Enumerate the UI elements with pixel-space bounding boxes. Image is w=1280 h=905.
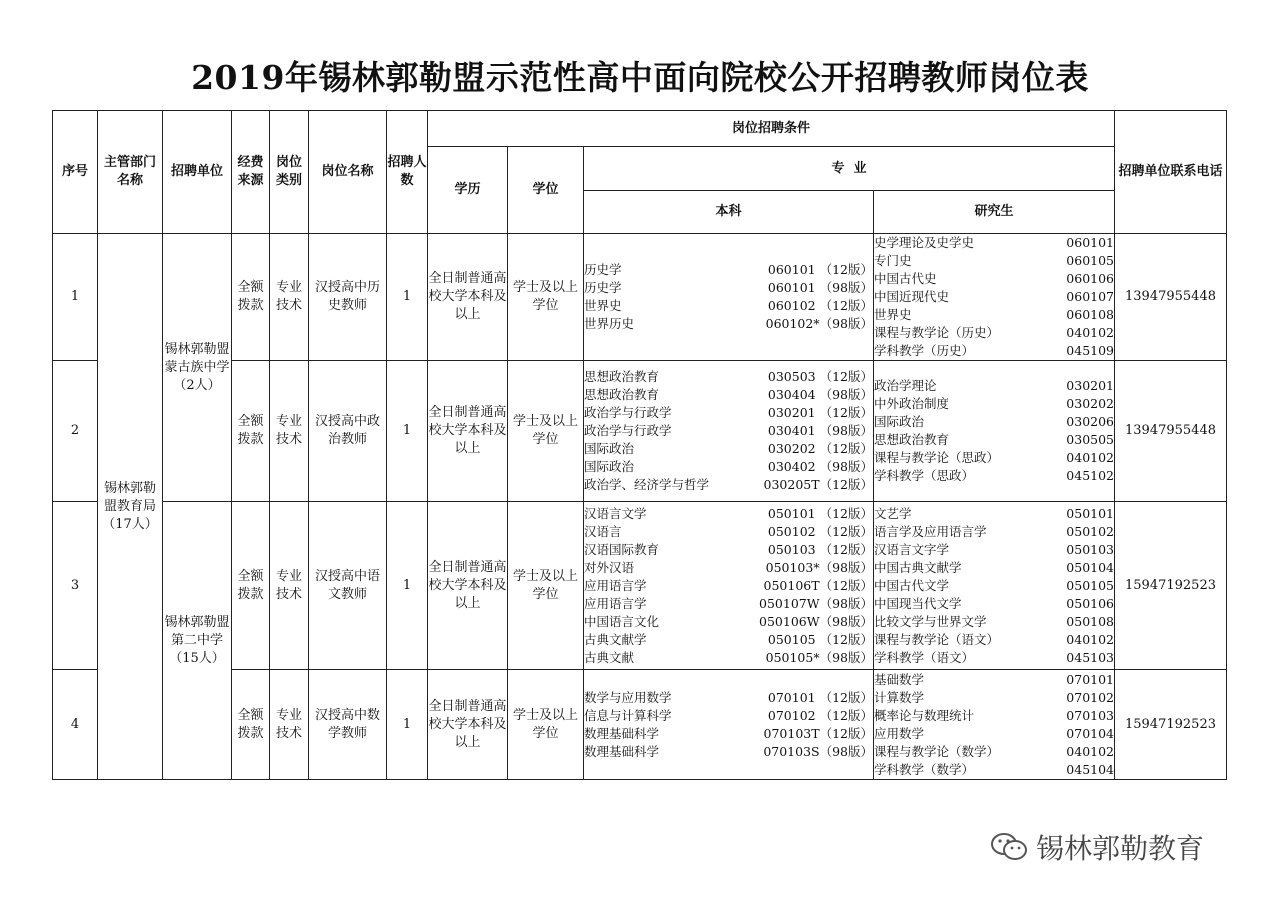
major-code: 050108 <box>1066 613 1115 629</box>
table-row <box>53 502 1227 670</box>
seq-cell: 4 <box>53 670 98 780</box>
major-name: 课程与教学论（历史） <box>874 325 1000 340</box>
major-item <box>874 505 1114 523</box>
major-name: 汉语国际教育 <box>584 541 660 557</box>
major-code: 070103 <box>1066 707 1115 723</box>
major-code: 060105 <box>1066 253 1115 268</box>
major-item <box>584 404 873 422</box>
major-name: 信息与计算科学 <box>584 707 672 723</box>
category-cell: 专业技术 <box>270 670 309 780</box>
major-code: 050106T（12版） <box>763 577 873 593</box>
major-name: 政治学与行政学 <box>584 423 672 438</box>
major-code: 050104 <box>1066 559 1115 575</box>
major-name: 中国古代史 <box>874 271 937 286</box>
major-name: 比较文学与世界文学 <box>874 613 987 629</box>
header-conditions: 岗位招聘条件 <box>428 111 1115 147</box>
education-cell: 全日制普通高校大学本科及以上 <box>428 670 508 780</box>
post-cell: 汉授高中数学教师 <box>309 670 387 780</box>
major-name: 应用语言学 <box>584 595 647 611</box>
header-undergrad: 本科 <box>584 191 874 234</box>
major-code: 030402 （98版） <box>767 459 873 474</box>
major-code: 060102*（98版） <box>765 316 873 331</box>
degree-cell: 学士及以上学位 <box>508 234 584 361</box>
major-name: 语言学及应用语言学 <box>874 523 987 539</box>
major-name: 思想政治教育 <box>584 369 660 384</box>
major-name: 汉语言 <box>584 523 622 539</box>
major-name: 国际政治 <box>584 459 635 474</box>
major-item <box>874 631 1114 649</box>
major-name: 古典文献学 <box>584 631 647 647</box>
major-name: 中外政治制度 <box>874 396 950 411</box>
major-name: 历史学 <box>584 262 622 277</box>
major-item <box>874 377 1114 395</box>
major-code: 060101 <box>1066 235 1115 250</box>
major-item <box>584 631 873 649</box>
major-name: 课程与教学论（思政） <box>874 450 1000 465</box>
fund-cell: 全额拨款 <box>232 670 270 780</box>
postgrad-majors <box>874 502 1115 670</box>
count-cell: 1 <box>387 234 428 361</box>
major-name: 课程与教学论（语文） <box>874 631 1000 647</box>
major-name: 汉语言文学 <box>584 505 647 521</box>
major-code: 030505 <box>1066 432 1115 447</box>
major-code: 050102 <box>1066 523 1115 539</box>
seq-cell: 2 <box>53 361 98 502</box>
header-major: 专 业 <box>584 147 1115 191</box>
major-name: 课程与教学论（数学） <box>874 743 1000 759</box>
post-cell: 汉授高中语文教师 <box>309 502 387 670</box>
major-item <box>874 541 1114 559</box>
phone-cell: 15947192523 <box>1115 670 1227 780</box>
major-name: 历史学 <box>584 280 622 295</box>
fund-cell: 全额拨款 <box>232 502 270 670</box>
recruitment-table <box>52 110 1227 780</box>
major-code: 030503 （12版） <box>767 369 873 384</box>
major-code: 050101 <box>1066 505 1115 521</box>
major-item <box>874 270 1114 288</box>
phone-cell: 13947955448 <box>1115 234 1227 361</box>
major-item <box>874 306 1114 324</box>
major-code: 045102 <box>1066 468 1115 483</box>
major-name: 中国古典文献学 <box>874 559 962 575</box>
major-item <box>584 261 873 279</box>
category-cell: 专业技术 <box>270 502 309 670</box>
major-code: 070102 <box>1066 689 1115 705</box>
header-post: 岗位名称 <box>309 111 387 234</box>
major-code: 050105 （12版） <box>767 631 873 647</box>
major-name: 世界史 <box>584 298 622 313</box>
major-name: 中国语言文化 <box>584 613 660 629</box>
major-item <box>584 523 873 541</box>
major-item <box>874 613 1114 631</box>
major-item <box>584 297 873 315</box>
header-count: 招聘人数 <box>387 111 428 234</box>
major-code: 030401 （98版） <box>767 423 873 438</box>
header-dept: 主管部门 名称 <box>98 111 163 234</box>
major-code: 050105*（98版） <box>765 649 873 665</box>
major-code: 040102 <box>1066 743 1115 759</box>
major-item <box>584 386 873 404</box>
major-code: 030201 （12版） <box>767 405 873 420</box>
major-code: 070104 <box>1066 725 1115 741</box>
unit-cell: 锡林郭勒盟蒙古族中学（2人） <box>163 234 232 502</box>
major-item <box>584 725 873 743</box>
major-code: 060102 （12版） <box>767 298 873 313</box>
major-item <box>874 449 1114 467</box>
education-cell: 全日制普通高校大学本科及以上 <box>428 502 508 670</box>
major-name: 史学理论及史学史 <box>874 235 975 250</box>
watermark <box>990 827 1204 867</box>
major-code: 070103S（98版） <box>763 743 873 759</box>
major-item <box>584 279 873 297</box>
major-code: 060106 <box>1066 271 1115 286</box>
major-code: 030404 （98版） <box>767 387 873 402</box>
major-code: 050103 <box>1066 541 1115 557</box>
major-name: 政治学、经济学与哲学 <box>584 477 710 492</box>
major-code: 030205T（12版） <box>763 477 873 492</box>
header-degree: 学位 <box>508 147 584 234</box>
major-name: 中国现当代文学 <box>874 595 962 611</box>
major-name: 国际政治 <box>874 414 925 429</box>
major-code: 070102 （12版） <box>767 707 873 723</box>
major-item <box>584 613 873 631</box>
postgrad-majors <box>874 361 1115 502</box>
major-item <box>874 252 1114 270</box>
major-item <box>584 505 873 523</box>
unit-cell: 锡林郭勒盟第二中学（15人） <box>163 502 232 780</box>
major-name: 世界史 <box>874 307 912 322</box>
major-name: 应用语言学 <box>584 577 647 593</box>
postgrad-majors <box>874 670 1115 780</box>
major-item <box>874 743 1114 761</box>
major-code: 045109 <box>1066 343 1115 358</box>
undergrad-majors <box>584 234 874 361</box>
major-name: 国际政治 <box>584 441 635 456</box>
major-code: 050102 （12版） <box>767 523 873 539</box>
major-item <box>874 707 1114 725</box>
major-code: 045104 <box>1066 761 1115 777</box>
header-unit: 招聘单位 <box>163 111 232 234</box>
major-item <box>874 725 1114 743</box>
dept-cell: 锡林郭勒盟教育局（17人） <box>98 234 163 780</box>
major-code: 030202 （12版） <box>767 441 873 456</box>
major-item <box>874 431 1114 449</box>
major-item <box>874 413 1114 431</box>
major-item <box>584 315 873 333</box>
education-cell: 全日制普通高校大学本科及以上 <box>428 234 508 361</box>
major-name: 学科教学（语文） <box>874 649 975 665</box>
major-item <box>874 523 1114 541</box>
major-code: 050106 <box>1066 595 1115 611</box>
major-name: 文艺学 <box>874 505 912 521</box>
major-code: 050101 （12版） <box>767 505 873 521</box>
major-item <box>874 467 1114 485</box>
major-item <box>584 541 873 559</box>
major-code: 030202 <box>1066 396 1115 411</box>
major-item <box>874 649 1114 667</box>
header-seq: 序号 <box>53 111 98 234</box>
major-item <box>874 324 1114 342</box>
major-code: 070101 <box>1066 671 1115 687</box>
degree-cell: 学士及以上学位 <box>508 361 584 502</box>
major-name: 中国古代文学 <box>874 577 950 593</box>
major-item <box>584 476 873 494</box>
major-item <box>584 559 873 577</box>
degree-cell: 学士及以上学位 <box>508 502 584 670</box>
major-name: 汉语言文字学 <box>874 541 950 557</box>
major-item <box>874 395 1114 413</box>
header-phone: 招聘单位联系电话 <box>1115 111 1227 234</box>
major-code: 060107 <box>1066 289 1115 304</box>
fund-cell: 全额拨款 <box>232 234 270 361</box>
major-code: 050107W（98版） <box>759 595 873 611</box>
major-name: 计算数学 <box>874 689 925 705</box>
major-name: 古典文献 <box>584 649 635 665</box>
seq-cell: 1 <box>53 234 98 361</box>
major-code: 050105 <box>1066 577 1115 593</box>
major-item <box>584 743 873 761</box>
undergrad-majors <box>584 502 874 670</box>
major-name: 学科教学（历史） <box>874 343 975 358</box>
major-name: 基础数学 <box>874 671 925 687</box>
major-name: 学科教学（思政） <box>874 468 975 483</box>
undergrad-majors <box>584 361 874 502</box>
major-code: 045103 <box>1066 649 1115 665</box>
major-name: 数学与应用数学 <box>584 689 672 705</box>
major-item <box>874 234 1114 252</box>
education-cell: 全日制普通高校大学本科及以上 <box>428 361 508 502</box>
header-fund: 经费来源 <box>232 111 270 234</box>
major-item <box>584 689 873 707</box>
major-name: 专门史 <box>874 253 912 268</box>
major-item <box>584 422 873 440</box>
major-name: 思想政治教育 <box>874 432 950 447</box>
major-name: 数理基础科学 <box>584 743 660 759</box>
major-code: 070101 （12版） <box>767 689 873 705</box>
major-item <box>874 689 1114 707</box>
major-item <box>874 559 1114 577</box>
seq-cell: 3 <box>53 502 98 670</box>
post-cell: 汉授高中政治教师 <box>309 361 387 502</box>
phone-cell: 13947955448 <box>1115 361 1227 502</box>
header-education: 学历 <box>428 147 508 234</box>
postgrad-majors <box>874 234 1115 361</box>
major-code: 040102 <box>1066 450 1115 465</box>
major-item <box>874 577 1114 595</box>
major-name: 概率论与数理统计 <box>874 707 975 723</box>
major-name: 思想政治教育 <box>584 387 660 402</box>
count-cell: 1 <box>387 502 428 670</box>
page-title: 2019年锡林郭勒盟示范性高中面向院校公开招聘教师岗位表 <box>191 58 1089 97</box>
count-cell: 1 <box>387 670 428 780</box>
major-item <box>584 458 873 476</box>
major-code: 030206 <box>1066 414 1115 429</box>
major-item <box>584 707 873 725</box>
major-name: 政治学理论 <box>874 378 937 393</box>
major-code: 050103*（98版） <box>765 559 873 575</box>
major-code: 060101 （98版） <box>767 280 873 295</box>
table-row <box>53 234 1227 361</box>
watermark-text: 锡林郭勒教育 <box>1036 832 1205 865</box>
major-code: 070103T（12版） <box>763 725 873 741</box>
major-code: 060108 <box>1066 307 1115 322</box>
major-item <box>874 342 1114 360</box>
degree-cell: 学士及以上学位 <box>508 670 584 780</box>
undergrad-majors <box>584 670 874 780</box>
header-category: 岗位类别 <box>270 111 309 234</box>
major-code: 040102 <box>1066 631 1115 647</box>
phone-cell: 15947192523 <box>1115 502 1227 670</box>
fund-cell: 全额拨款 <box>232 361 270 502</box>
count-cell: 1 <box>387 361 428 502</box>
wechat-icon <box>990 832 1028 862</box>
major-code: 050106W（98版） <box>759 613 873 629</box>
major-name: 对外汉语 <box>584 559 635 575</box>
major-name: 数理基础科学 <box>584 725 660 741</box>
category-cell: 专业技术 <box>270 234 309 361</box>
major-name: 中国近现代史 <box>874 289 950 304</box>
major-code: 060101 （12版） <box>767 262 873 277</box>
major-item <box>874 761 1114 779</box>
major-item <box>584 577 873 595</box>
major-item <box>584 368 873 386</box>
major-item <box>584 440 873 458</box>
major-code: 050103 （12版） <box>767 541 873 557</box>
major-name: 政治学与行政学 <box>584 405 672 420</box>
major-item <box>874 595 1114 613</box>
major-item <box>584 595 873 613</box>
major-name: 应用数学 <box>874 725 925 741</box>
major-code: 030201 <box>1066 378 1115 393</box>
major-name: 学科教学（数学） <box>874 761 975 777</box>
major-code: 040102 <box>1066 325 1115 340</box>
major-name: 世界历史 <box>584 316 635 331</box>
major-item <box>874 288 1114 306</box>
post-cell: 汉授高中历史教师 <box>309 234 387 361</box>
header-postgrad: 研究生 <box>874 191 1115 234</box>
major-item <box>874 671 1114 689</box>
category-cell: 专业技术 <box>270 361 309 502</box>
major-item <box>584 649 873 667</box>
